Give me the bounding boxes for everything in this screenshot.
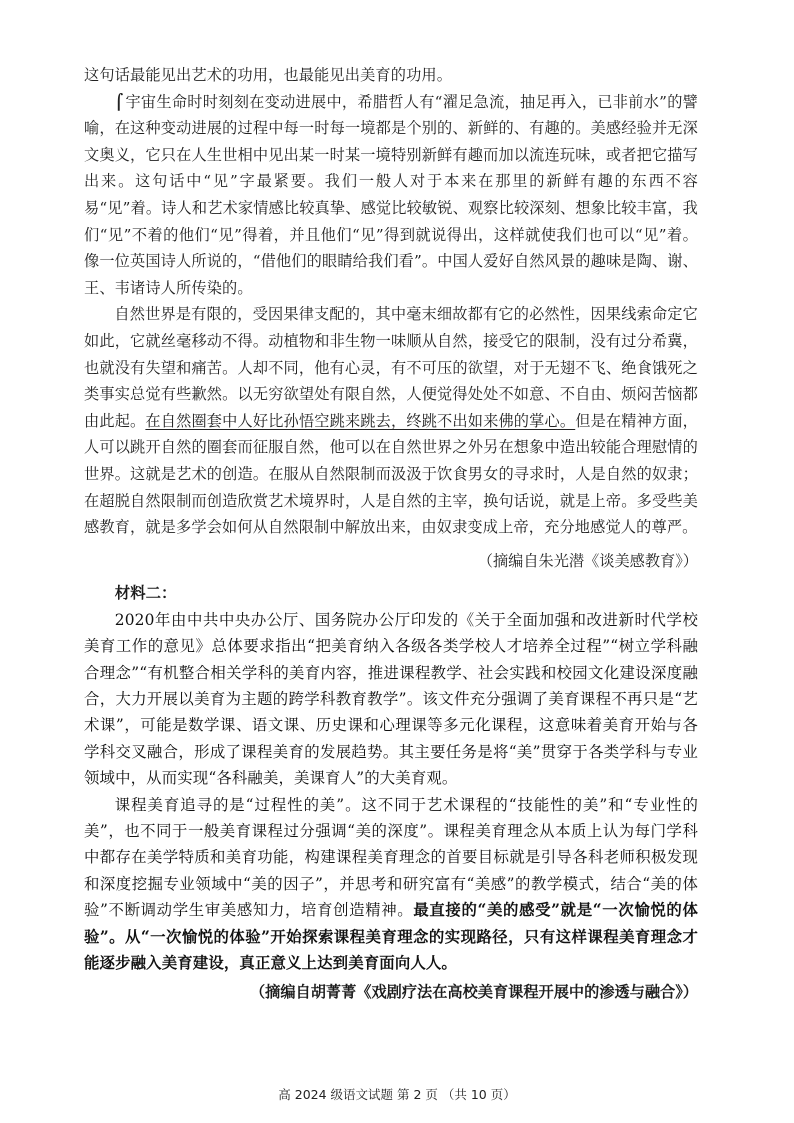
material2-source: （摘编自胡菁菁《戏剧疗法在高校美育课程开展中的渗透与融合》） bbox=[249, 983, 698, 1002]
handwritten-mark-icon: ⌠ bbox=[114, 92, 124, 111]
material1-opening-line: 这句话最能见出艺术的功用，也最能见出美育的功用。 bbox=[84, 66, 453, 84]
material1-paragraph-1 bbox=[84, 89, 698, 302]
material2-paragraph-1: 2020年由中共中央办公厅、国务院办公厅印发的《关于全面加强和改进新时代学校美育工作的意见》总体要求指出“把美育纳入各级各类学校人才培养全过程”“树立学科融合理念”“有机整合相关学科的美育内容，推进课程教学、社会实践和校园文化建设深度融合，大力开展以美育为主题的跨学科教育教学”。该文件充分强调了美育课程不再只是“艺术课”，可能是数学课、语文课、历史课和心理课等多元化课程，这意味着美育开始与各学科交叉融合，形成了课程美育的发展趋势。其主要任务是将“美”贯穿于各类学科与专业领域中，从而实现“各科融美，美课育人”的大美育观。 bbox=[84, 610, 698, 788]
material1-paragraph-1-text: 宇宙生命时时刻刻在变动进展中，希腊哲人有“濯足急流，抽足再入，已非前水”的譬喻，在这种变动进展的过程中每一时每一境都是个别的、新鲜的、有趣的。美感经验并无深文奥义，它只在人生世相中见出某一时某一境特别新鲜有趣而加以流连玩味，或者把它描写出来。这句话中“见”字最紧要。我们一般人对于本来在那里的新鲜有趣的东西不容易“见”着。诗人和艺术家情感比较真挚、感觉比较敏锐、观察比较深刻、想象比较丰富，我们“见”不着的他们“见”得着，并且他们“见”得到就说得出，这样就使我们也可以“见”着。像一位英国诗人所说的，“借他们的眼睛给我们看”。中国人爱好自然风景的趣味是陶、谢、王、韦诸诗人所传染的。 bbox=[84, 92, 698, 297]
material2-paragraph-2-bold-text: 最直接的“美的感受”就是“一次愉悦的体验”。从“一次愉悦的体验”开始探索课程美育理念的实现路径，只有这样课程美育理念才能逐步融入美育建设，真正意义上达到美育面向人人。 bbox=[84, 901, 698, 972]
material2-paragraph-2 bbox=[84, 792, 698, 977]
material1-paragraph-2-text-a: 自然世界是有限的，受因果律支配的，其中毫末细故都有它的必然性，因果线索命定它如此，它就丝毫移动不得。动植物和非生物一味顺从自然，接受它的限制，没有过分希冀，也就没有失望和痛苦。人却不同，他有心灵，有不可压的欲望，对于无翅不飞、绝食饿死之类事实总觉有些歉然。以无穷欲望处有限自然，人便觉得处处不如意、不自由、烦闷苦恼都由此起。 bbox=[84, 305, 698, 430]
material1-paragraph-2-text-b: 但是在精神方面，人可以跳开自然的圈套而征服自然，他可以在自然世界之外另在想象中造出较能合理慰情的世界。这就是艺术的创造。在服从自然限制而汲汲于饮食男女的寻求时，人是自然的奴隶；在超脱自然限制而创造欣赏艺术境界时，人是自然的主宰，换句话说，就是上帝。多受些美感教育，就是多学会如何从自然限制中解放出来，由奴隶变成上帝，充分地感觉人的尊严。 bbox=[84, 411, 699, 537]
material2-paragraph-2-text: 课程美育追寻的是“过程性的美”。这不同于艺术课程的“技能性的美”和“专业性的美”，也不同于一般美育课程过分强调“美的深度”。课程美育理念从本质上认为每门学科中都存在美学特质和美育功能，构建课程美育理念的首要目标就是引导各科老师积极发现和深度挖掘专业领域中“美的因子”，并思考和研究富有“美感”的教学模式，结合“美的体验”不断调动学生审美感知力，培育创造精神。 bbox=[84, 795, 698, 920]
material1-source: （摘编自朱光潜《谈美感教育》） bbox=[477, 551, 698, 570]
underlined-sentence: 在自然圈套中人好比孙悟空跳来跳去，终跳不出如来佛的掌心。 bbox=[145, 411, 576, 430]
material1-paragraph-2 bbox=[84, 301, 698, 540]
page-footer: 高 2024 级语文试题 第 2 页 （共 10 页） bbox=[278, 1087, 516, 1102]
material2-heading: 材料二： bbox=[114, 583, 177, 602]
